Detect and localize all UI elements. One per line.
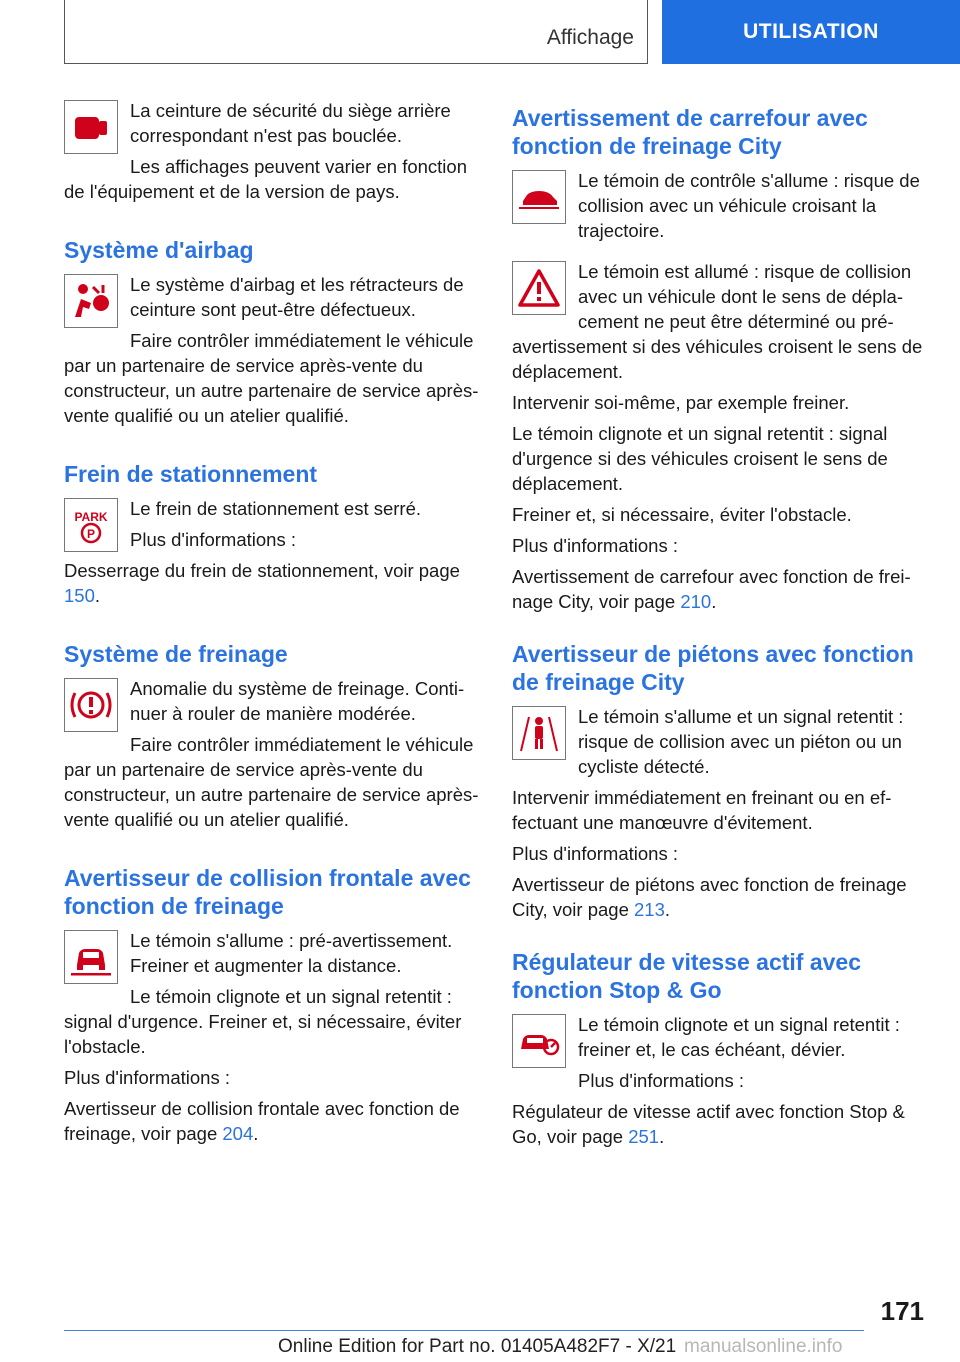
crossroad-text-7 <box>512 564 927 614</box>
parking-brake-block <box>64 496 479 614</box>
page-link-150[interactable]: 150 <box>64 585 95 606</box>
acc-text-1: Le témoin clignote et un signal retentit : freiner et, le cas échéant, dévier. <box>578 1014 900 1060</box>
acc-text-2: Plus d'informations : <box>578 1070 744 1091</box>
seatbelt-text-1: La ceinture de sécurité du siège arrière correspondant n'est pas bouclée. <box>130 100 451 146</box>
page-link-251[interactable]: 251 <box>628 1126 660 1147</box>
svg-text:P: P <box>86 527 96 541</box>
pedestrian-text-1: Le témoin s'allume et un signal retentit : risque de collision avec un piéton ou un cycliste détecté. <box>578 706 904 777</box>
parking-ref-text: Desserrage du frein de stationnement, voir page <box>64 560 460 581</box>
warning-triangle-icon <box>512 261 566 315</box>
crossroad-text-2: Le témoin est allumé : risque de collision avec un véhicule dont le sens de déplacement ne peut être déterminé ou pré-avertissement si des véhicules croisent le sens de déplacement. <box>512 261 923 382</box>
braking-system-heading: Système de freinage <box>64 641 288 667</box>
braking-text-2: Faire contrôler immédiatement le véhicule par un partenaire de service après-vente du constructeur, un autre partenaire de service après-vente qualifié ou un atelier qualifié. <box>64 734 479 830</box>
braking-text-1: Anomalie du système de freinage. Continuer à rouler de manière modérée. <box>130 678 465 724</box>
rear-seatbelt-icon <box>64 100 118 154</box>
pedestrian-heading: Avertisseur de piétons avec fonction de freinage City <box>512 641 914 695</box>
brake-warning-icon <box>64 678 118 732</box>
airbag-text-2: Faire contrôler immédiatement le véhicule par un partenaire de service après-vente du constructeur, un autre partenaire de service après-vente qualifié ou un atelier qualifié. <box>64 330 479 426</box>
footer-divider <box>64 1330 864 1331</box>
front-collision-icon <box>64 930 118 984</box>
collision-block <box>64 928 479 1152</box>
collision-ref-end: . <box>253 1123 259 1144</box>
crossing-car-icon <box>512 170 566 224</box>
page-number: 171 <box>880 1296 924 1326</box>
seatbelt-block <box>64 98 479 210</box>
crossroad-block-2 <box>512 259 927 390</box>
header-chapter-tab: UTILISATION <box>662 0 960 64</box>
crossroad-text-4: Le témoin clignote et un signal retentit : signal d'urgence si des véhicules croisent le sens de déplacement. <box>512 423 888 494</box>
collision-text-1: Le témoin s'allume : pré-avertissement. Freiner et augmenter la distance. <box>130 930 453 976</box>
seatbelt-text-2: Les affichages peuvent varier en fonction de l'équipement et de la version de pays. <box>64 156 467 202</box>
crossroad-ref-text: Avertissement de carrefour avec fonction de freinage City, voir page <box>512 566 911 612</box>
acc-ref-end: . <box>659 1126 665 1147</box>
page-link-213[interactable]: 213 <box>634 899 665 920</box>
left-column <box>64 98 479 1152</box>
pedestrian-text-2: Intervenir immédiatement en freinant ou en effectuant une manœuvre d'évitement. <box>512 787 892 833</box>
parking-text-2: Plus d'informations : <box>130 529 296 550</box>
parking-text-3 <box>64 558 479 608</box>
crossroad-text-6: Plus d'informations : <box>512 535 678 556</box>
airbag-icon <box>64 274 118 328</box>
crossroad-heading: Avertissement de carrefour avec fonction de freinage City <box>512 105 868 159</box>
header-section-title: Affichage <box>546 26 634 49</box>
collision-text-4 <box>64 1096 479 1146</box>
collision-ref-text: Avertisseur de collision frontale avec fonction de freinage, voir page <box>64 1098 460 1144</box>
pedestrian-icon <box>512 706 566 760</box>
collision-text-3: Plus d'informations : <box>64 1067 230 1088</box>
acc-ref-text: Régulateur de vitesse actif avec fonction Stop & Go, voir page <box>512 1101 905 1147</box>
airbag-text-1: Le système d'airbag et les rétracteurs de ceinture sont peut-être défectueux. <box>130 274 464 320</box>
right-column <box>512 98 927 1155</box>
crossroad-ref-end: . <box>711 591 717 612</box>
footer-watermark: manualsonline.info <box>684 1336 843 1357</box>
cruise-control-icon <box>512 1014 566 1068</box>
pedestrian-block <box>512 704 927 785</box>
collision-text-2: Le témoin clignote et un signal retentit : signal d'urgence. Freiner et, si nécessaire, éviter l'obstacle. <box>64 986 462 1057</box>
pedestrian-ref-text: Avertisseur de piétons avec fonction de freinage City, voir page <box>512 874 907 920</box>
crossroad-block-1 <box>512 168 927 249</box>
parking-text-1: Le frein de stationnement est serré. <box>130 498 422 519</box>
acc-block <box>512 1012 927 1099</box>
page-link-210[interactable]: 210 <box>680 591 712 612</box>
page-link-204[interactable]: 204 <box>222 1123 254 1144</box>
acc-text-3 <box>512 1099 927 1149</box>
acc-heading: Régulateur de vitesse actif avec fonction Stop & Go <box>512 949 861 1003</box>
pedestrian-ref-end: . <box>664 899 671 920</box>
parking-brake-heading: Frein de stationnement <box>64 461 318 487</box>
parking-ref-end: . <box>94 585 101 606</box>
crossroad-text-3: Intervenir soi-même, par exemple freiner. <box>512 392 850 413</box>
crossroad-text-5: Freiner et, si nécessaire, éviter l'obstacle. <box>512 504 852 525</box>
airbag-block <box>64 272 479 434</box>
park-label: PARK <box>74 510 108 524</box>
parking-brake-icon <box>64 498 118 552</box>
crossroad-text-1: Le témoin de contrôle s'allume : risque de collision avec un véhicule croisant la trajectoire. <box>578 170 920 241</box>
braking-block <box>64 676 479 838</box>
footer-edition: Online Edition for Part no. 01405A482F7 - X/21 <box>278 1336 677 1357</box>
airbag-heading: Système d'airbag <box>64 237 254 263</box>
pedestrian-text-3: Plus d'informations : <box>512 843 678 864</box>
collision-warning-heading: Avertisseur de collision frontale avec fonction de freinage <box>64 865 471 919</box>
pedestrian-text-4 <box>512 872 927 922</box>
